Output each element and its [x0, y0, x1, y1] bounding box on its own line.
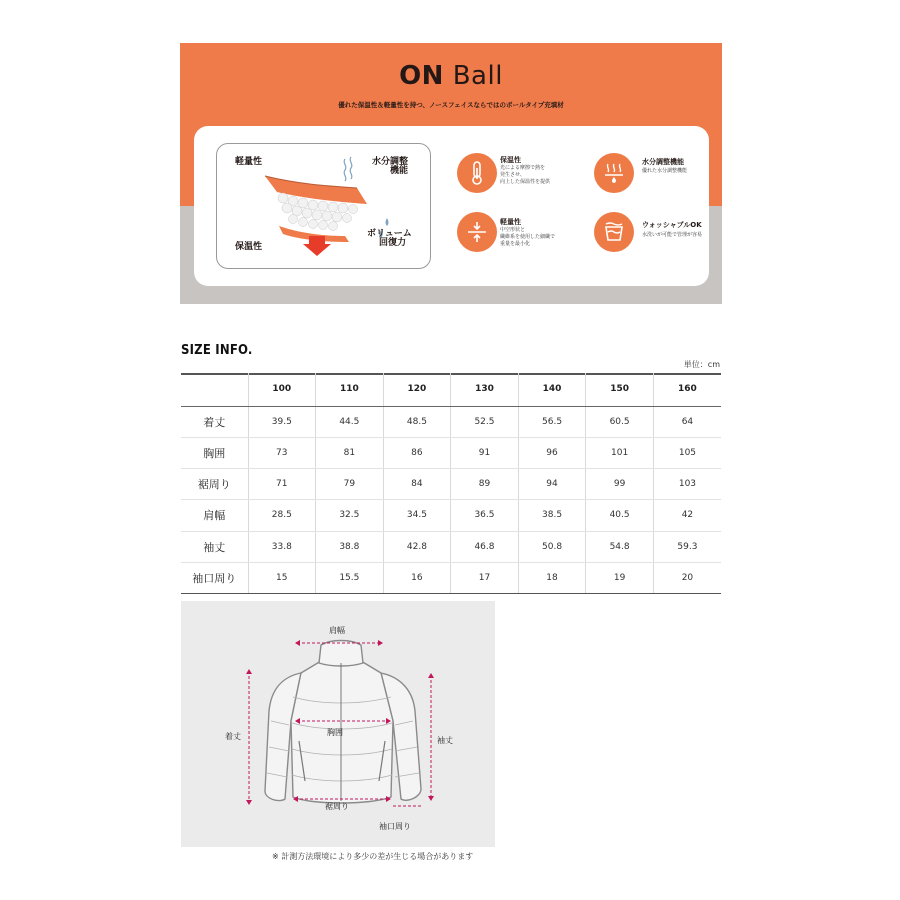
- table-cell: 60.5: [586, 406, 654, 437]
- table-cell: 103: [653, 469, 721, 500]
- size-table-corner: [181, 373, 248, 406]
- banner-title-bold: ON: [399, 61, 444, 91]
- size-column-header: 110: [316, 373, 384, 406]
- feature-desc-line: 向上した保温性を提供: [500, 178, 551, 185]
- table-row: [181, 500, 721, 531]
- table-cell: 18: [518, 562, 586, 593]
- feature-title-lightweight: 軽量性: [500, 218, 521, 226]
- table-cell: 19: [586, 562, 654, 593]
- table-cell: 99: [586, 469, 654, 500]
- diagram-label-warmth: 保温性: [235, 242, 263, 252]
- size-column-header: 130: [451, 373, 519, 406]
- measure-label-sleeve: 袖丈: [437, 736, 453, 745]
- feature-title-moisture: 水分調整機能: [642, 158, 684, 166]
- banner-subtitle: 優れた保温性＆軽量性を持つ、ノースフェイスならではのボールタイプ充填材: [338, 101, 564, 109]
- table-cell: 38.5: [518, 500, 586, 531]
- feature-desc-line: 重量を最小化: [500, 240, 531, 247]
- feature-desc-line: 発生させ、: [500, 171, 525, 178]
- table-cell: 36.5: [451, 500, 519, 531]
- table-cell: 86: [383, 437, 451, 468]
- table-cell: 46.8: [451, 531, 519, 562]
- size-table: [181, 373, 721, 594]
- size-column-header: 140: [518, 373, 586, 406]
- row-label: 胸囲: [181, 437, 248, 468]
- table-cell: 54.8: [586, 531, 654, 562]
- table-cell: 81: [316, 437, 384, 468]
- measure-label-length: 着丈: [225, 732, 241, 741]
- table-cell: 20: [653, 562, 721, 593]
- table-cell: 38.8: [316, 531, 384, 562]
- measurement-guide: [181, 601, 495, 847]
- diagram-label-moisture-line1: 水分調整: [372, 157, 409, 167]
- table-cell: 15: [248, 562, 316, 593]
- table-row: [181, 406, 721, 437]
- table-cell: 91: [451, 437, 519, 468]
- feature-desc-washable: [642, 232, 702, 239]
- feature-desc-lightweight: [500, 227, 555, 247]
- table-cell: 28.5: [248, 500, 316, 531]
- diagram-label-lightweight: 軽量性: [235, 157, 263, 167]
- feature-desc-line: 繊維系を使用した細繊で: [500, 233, 556, 240]
- size-column-header: 150: [586, 373, 654, 406]
- table-cell: 96: [518, 437, 586, 468]
- measure-label-cuff: 袖口周り: [379, 822, 411, 831]
- table-cell: 101: [586, 437, 654, 468]
- table-row: [181, 531, 721, 562]
- table-cell: 56.5: [518, 406, 586, 437]
- table-row: [181, 469, 721, 500]
- banner-title: [180, 61, 722, 91]
- table-cell: 16: [383, 562, 451, 593]
- table-cell: 71: [248, 469, 316, 500]
- size-info-heading: SIZE INFO.: [181, 343, 253, 358]
- table-cell: 64: [653, 406, 721, 437]
- fill-structure-diagram: [216, 143, 431, 269]
- measure-label-hem: 裾周り: [325, 802, 349, 811]
- moisture-icon: [594, 153, 634, 193]
- table-cell: 34.5: [383, 500, 451, 531]
- table-cell: 17: [451, 562, 519, 593]
- row-label: 肩幅: [181, 500, 248, 531]
- table-cell: 52.5: [451, 406, 519, 437]
- table-cell: 39.5: [248, 406, 316, 437]
- feature-title-washable: ウォッシャブルOK: [642, 221, 702, 229]
- row-label: 袖口周り: [181, 562, 248, 593]
- size-table-header-row: [181, 373, 721, 406]
- size-column-header: 100: [248, 373, 316, 406]
- row-label: 裾周り: [181, 469, 248, 500]
- measurement-footnote: ※ 計測方法環境により多少の差が生じる場合があります: [272, 852, 474, 861]
- table-cell: 48.5: [383, 406, 451, 437]
- table-cell: 94: [518, 469, 586, 500]
- table-row: [181, 437, 721, 468]
- banner-feature-card: [194, 126, 709, 286]
- table-row: [181, 562, 721, 593]
- diagram-label-volume-line1: ボリューム: [367, 229, 412, 239]
- table-cell: 33.8: [248, 531, 316, 562]
- measure-label-shoulder: 肩幅: [329, 626, 345, 635]
- table-cell: 79: [316, 469, 384, 500]
- compress-icon: [457, 212, 497, 252]
- size-column-header: 160: [653, 373, 721, 406]
- table-cell: 59.3: [653, 531, 721, 562]
- table-cell: 15.5: [316, 562, 384, 593]
- table-cell: 105: [653, 437, 721, 468]
- table-cell: 73: [248, 437, 316, 468]
- row-label: 袖丈: [181, 531, 248, 562]
- unit-label: 単位：cm: [683, 360, 720, 369]
- row-label: 着丈: [181, 406, 248, 437]
- feature-desc-warmth: [500, 165, 550, 185]
- table-cell: 89: [451, 469, 519, 500]
- banner-title-light: Ball: [452, 61, 503, 91]
- thermometer-icon: [457, 153, 497, 193]
- feature-desc-line: 優れた水分調整機能: [642, 168, 688, 174]
- table-cell: 42.8: [383, 531, 451, 562]
- diagram-label-volume: [367, 230, 412, 249]
- feature-desc-line: 光による摩擦で熱を: [500, 165, 546, 171]
- washable-icon: [594, 212, 634, 252]
- diagram-label-moisture-line2: 機能: [390, 166, 409, 177]
- table-cell: 42: [653, 500, 721, 531]
- feature-desc-moisture: [642, 168, 687, 175]
- measure-label-chest: 胸囲: [327, 728, 343, 737]
- diagram-label-moisture: [372, 158, 408, 177]
- feature-desc-line: 水洗いが可能で管理が容易: [642, 232, 703, 238]
- table-cell: 32.5: [316, 500, 384, 531]
- feature-title-warmth: 保温性: [500, 156, 521, 164]
- table-cell: 44.5: [316, 406, 384, 437]
- on-ball-banner: [180, 43, 722, 304]
- diagram-label-volume-line2: 回復力: [379, 238, 407, 249]
- table-cell: 84: [383, 469, 451, 500]
- table-cell: 40.5: [586, 500, 654, 531]
- table-cell: 50.8: [518, 531, 586, 562]
- feature-desc-line: 中空形状と: [500, 227, 526, 233]
- size-column-header: 120: [383, 373, 451, 406]
